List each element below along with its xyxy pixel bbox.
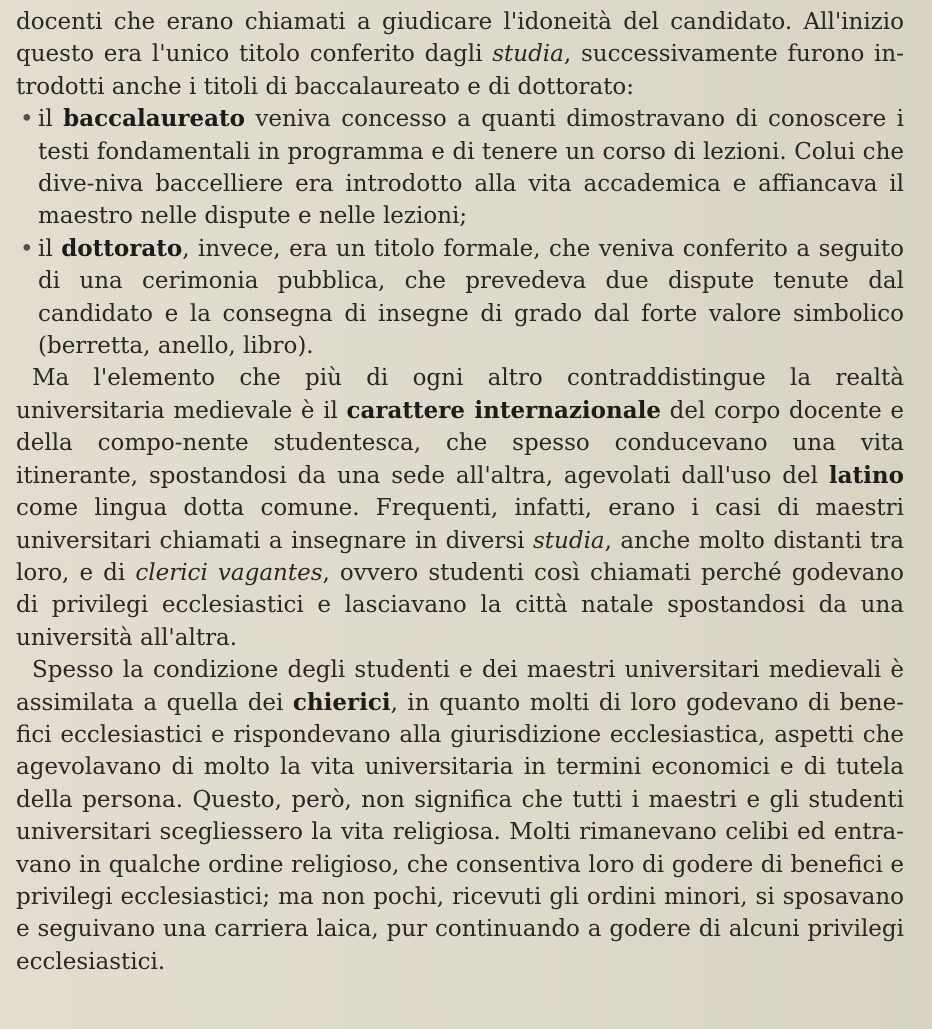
- para3-bold-chierici: chierici: [292, 688, 391, 716]
- intro-paragraph: [16, 6, 904, 103]
- para2-italic-studia: studia: [532, 527, 605, 554]
- bullet-text-1: il: [38, 106, 64, 133]
- paragraph-chierici: [16, 654, 904, 978]
- para2-text-2: del corpo docente e della compo-nente studentesca, che spesso conducevano una vita itinerante, spostandosi da una sede all'altra, agevolati dall'uso del: [16, 397, 904, 489]
- intro-text-2: , successivamente furono in-trodotti anche i titoli di baccalaureato e di dottorato:: [16, 41, 904, 100]
- para2-text-5: , ovvero studenti così chiamati perché godevano di privilegi ecclesiastici e lasciavano la città natale spostandosi da una università all'altra.: [16, 559, 905, 651]
- para2-italic-clerici: clerici vagantes: [135, 559, 323, 586]
- bullet-bold-term: baccalaureato: [63, 105, 245, 133]
- bullet-text-2: veniva concesso a quanti dimostravano di conoscere i testi fondamentali in programma e di tenere un corso di lezioni. Colui che dive-niva baccelliere era introdotto alla vita accademica e affiancava il maestro nelle dispute e nelle lezioni;: [38, 106, 904, 230]
- bullet-marker: •: [20, 106, 34, 133]
- bullet-dottorato: [16, 233, 904, 363]
- intro-italic-studia: studia: [492, 41, 564, 68]
- bullet-text-2: , invece, era un titolo formale, che veniva conferito a seguito di una cerimonia pubblica, che prevedeva due dispute tenute dal candidato e la consegna di insegne di grado dal forte valore simbolico (berretta, anello, libro).: [38, 235, 904, 360]
- para3-text-1: Spesso la condizione degli studenti e dei maestri universitari medievali è assimilata a quella dei: [16, 657, 904, 716]
- bullet-baccalaureato: [16, 103, 904, 233]
- para2-text-4: , anche molto distanti tra loro, e di: [16, 527, 905, 586]
- para2-text-3: come lingua dotta comune. Frequenti, infatti, erano i casi di maestri universitari chiamati a insegnare in diversi: [16, 495, 904, 554]
- intro-text-1: docenti che erano chiamati a giudicare l'idoneità del candidato. All'inizio questo era l'unico titolo conferito dagli: [16, 9, 904, 68]
- para2-bold-latino: latino: [828, 461, 904, 489]
- bullet-marker: •: [20, 235, 34, 262]
- paragraph-internazionale: [16, 362, 904, 654]
- bullet-text-1: il: [38, 235, 62, 262]
- para2-text-1: Ma l'elemento che più di ogni altro contraddistingue la realtà universitaria medievale è il: [16, 365, 904, 424]
- bullet-bold-term: dottorato: [61, 234, 183, 262]
- para3-text-2: , in quanto molti di loro godevano di bene-fici ecclesiastici e rispondevano alla giurisdizione ecclesiastica, aspetti che agevolavano di molto la vita universitaria in termini economici e di tutela della persona. Questo, però, non significa che tutti i maestri e gli studenti universitari scegliessero la vita religiosa. Molti rimanevano celibi ed entra-vano in qualche ordine religioso, che consentiva loro di godere di benefici e privilegi ecclesiastici; ma non pochi, ricevuti gli ordini minori, si sposavano e seguivano una carriera laica, pur continuando a godere di alcuni privilegi ecclesiastici.: [16, 689, 904, 975]
- para2-bold-carattere: carattere internazionale: [346, 396, 662, 424]
